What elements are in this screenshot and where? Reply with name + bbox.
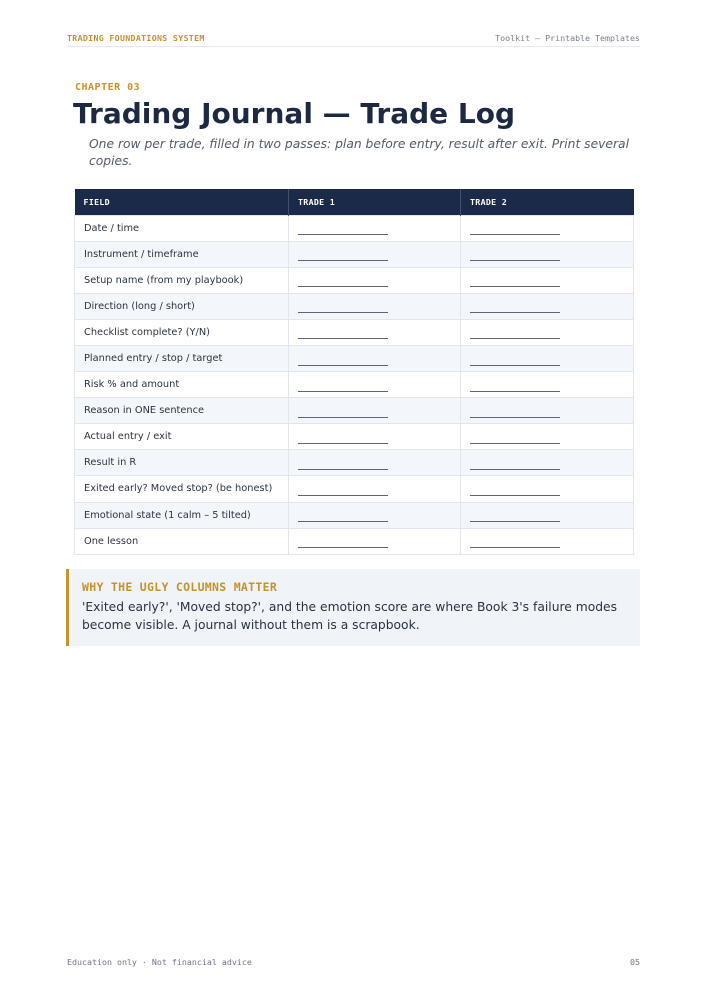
trade-1-cell <box>289 319 461 345</box>
table-row <box>75 319 634 345</box>
trade-1-cell <box>289 476 461 502</box>
write-in-line <box>298 329 388 339</box>
table-row <box>75 502 634 528</box>
trade-2-cell <box>461 372 634 398</box>
write-in-line <box>470 277 560 287</box>
write-in-line <box>470 303 560 313</box>
page-title: Trading Journal — Trade Log <box>73 97 516 130</box>
table-row <box>75 528 634 554</box>
field-label: One lesson <box>75 528 289 554</box>
trade-2-cell <box>461 267 634 293</box>
callout-heading: WHY THE UGLY COLUMNS MATTER <box>82 580 278 594</box>
brand-label: TRADING FOUNDATIONS SYSTEM <box>67 33 205 43</box>
write-in-line <box>470 225 560 235</box>
field-label: Actual entry / exit <box>75 424 289 450</box>
table-row <box>75 424 634 450</box>
write-in-line <box>470 434 560 444</box>
chapter-label: CHAPTER 03 <box>75 82 141 93</box>
write-in-line <box>298 460 388 470</box>
footer-disclaimer: Education only · Not financial advice <box>67 957 252 967</box>
trade-log-table <box>74 189 634 555</box>
write-in-line <box>470 538 560 548</box>
table-row <box>75 345 634 371</box>
write-in-line <box>298 251 388 261</box>
table-row <box>75 476 634 502</box>
field-label: Setup name (from my playbook) <box>75 267 289 293</box>
trade-1-cell <box>289 215 461 241</box>
field-label: Planned entry / stop / target <box>75 345 289 371</box>
page-subtitle: One row per trade, filled in two passes: plan before entry, result after exit. Print several copies. <box>89 137 629 168</box>
callout-body: 'Exited early?', 'Moved stop?', and the emotion score are where Book 3's failure modes become visible. A journal without them is a scrapbook. <box>82 600 618 632</box>
write-in-line <box>298 356 388 366</box>
field-label: Direction (long / short) <box>75 293 289 319</box>
write-in-line <box>298 382 388 392</box>
write-in-line <box>470 329 560 339</box>
trade-2-cell <box>461 345 634 371</box>
field-label: Emotional state (1 calm – 5 tilted) <box>75 502 289 528</box>
trade-2-cell <box>461 528 634 554</box>
write-in-line <box>470 251 560 261</box>
trade-2-cell <box>461 424 634 450</box>
write-in-line <box>298 512 388 522</box>
trade-2-cell <box>461 450 634 476</box>
trade-1-cell <box>289 528 461 554</box>
table-row <box>75 241 634 267</box>
write-in-line <box>470 382 560 392</box>
write-in-line <box>298 225 388 235</box>
field-label: Instrument / timeframe <box>75 241 289 267</box>
trade-1-cell <box>289 424 461 450</box>
field-label: Reason in ONE sentence <box>75 398 289 424</box>
field-label: Result in R <box>75 450 289 476</box>
write-in-line <box>470 356 560 366</box>
trade-1-cell <box>289 502 461 528</box>
trade-2-cell <box>461 215 634 241</box>
column-header-trade-1: TRADE 1 <box>289 189 461 215</box>
column-header-field: FIELD <box>75 189 289 215</box>
trade-2-cell <box>461 502 634 528</box>
trade-2-cell <box>461 241 634 267</box>
field-label: Exited early? Moved stop? (be honest) <box>75 476 289 502</box>
write-in-line <box>298 538 388 548</box>
trade-2-cell <box>461 293 634 319</box>
write-in-line <box>470 486 560 496</box>
trade-1-cell <box>289 293 461 319</box>
column-header-trade-2: TRADE 2 <box>461 189 634 215</box>
table-row <box>75 398 634 424</box>
trade-1-cell <box>289 345 461 371</box>
callout-box <box>66 569 640 646</box>
write-in-line <box>470 460 560 470</box>
trade-1-cell <box>289 267 461 293</box>
write-in-line <box>298 486 388 496</box>
trade-1-cell <box>289 372 461 398</box>
table-row <box>75 267 634 293</box>
table-row <box>75 293 634 319</box>
write-in-line <box>298 408 388 418</box>
trade-2-cell <box>461 398 634 424</box>
write-in-line <box>298 303 388 313</box>
write-in-line <box>298 434 388 444</box>
write-in-line <box>298 277 388 287</box>
field-label: Risk % and amount <box>75 372 289 398</box>
write-in-line <box>470 512 560 522</box>
footer-page-number: 05 <box>630 957 640 967</box>
field-label: Date / time <box>75 215 289 241</box>
table-body <box>75 215 634 554</box>
trade-2-cell <box>461 476 634 502</box>
table-row <box>75 450 634 476</box>
field-label: Checklist complete? (Y/N) <box>75 319 289 345</box>
trade-1-cell <box>289 241 461 267</box>
table-header-row <box>75 189 634 215</box>
trade-1-cell <box>289 398 461 424</box>
table-row <box>75 215 634 241</box>
trade-1-cell <box>289 450 461 476</box>
write-in-line <box>470 408 560 418</box>
trade-2-cell <box>461 319 634 345</box>
table-row <box>75 372 634 398</box>
running-header <box>67 31 640 47</box>
section-label: Toolkit — Printable Templates <box>495 33 640 43</box>
